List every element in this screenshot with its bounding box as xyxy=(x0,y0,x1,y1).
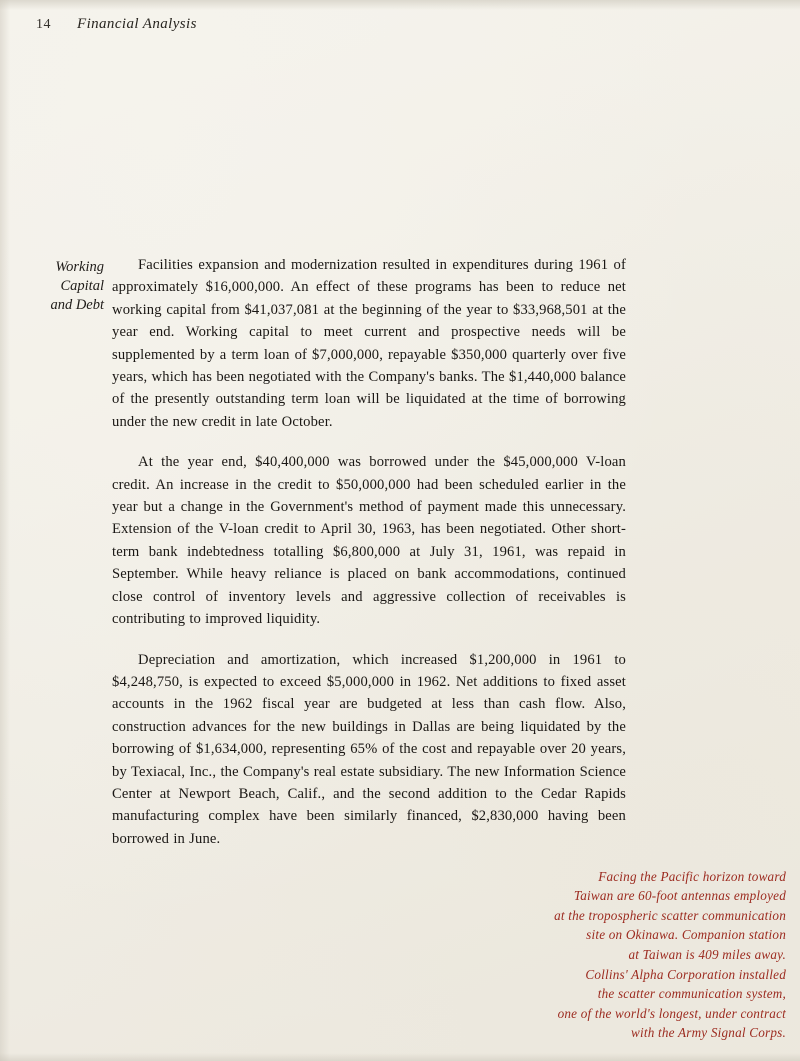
body-paragraph: Facilities expansion and modernization resulted in expenditures during 1961 of approximately $16,000,000. An effect of these programs has been to reduce net working capital from $41,037,081 at the beginning of the year to $33,968,501 at the year end. Working capital to meet current and prospective needs will be supplemented by a term loan of $7,000,000, repayable $350,000 quarterly over five years, which has been negotiated with the Company's banks. The $1,440,000 balance of the presently outstanding term loan will be liquidated at the time of borrowing under the new credit in late October. xyxy=(112,257,626,430)
caption-line: the scatter communication system, xyxy=(597,986,786,1002)
page-edge-shadow-top xyxy=(0,0,800,10)
page-number: 14 xyxy=(36,17,51,32)
photo-caption xyxy=(466,867,786,1043)
caption-line: at the tropospheric scatter communication xyxy=(554,907,786,923)
caption-line: Facing the Pacific horizon toward xyxy=(598,868,786,884)
body-paragraph: Depreciation and amortization, which increased $1,200,000 in 1961 to $4,248,750, is expected to exceed $5,000,000 in 1962. Net additions to fixed asset accounts in the 1962 fiscal year are budgeted at less than cash flow. Also, construction advances for the new buildings in Dallas are being liquidated by the borrowing of $1,634,000, representing 65% of the cost and repayable over 20 years, by Texiacal, Inc., the Company's real estate subsidiary. The new Information Science Center at Newport Beach, Calif., and the second addition to the Cedar Rapids manufacturing complex have been similarly financed, $2,830,000 having been borrowed in June. xyxy=(112,651,626,847)
marginal-heading-line-2: Capital xyxy=(60,278,104,294)
caption-line: one of the world's longest, under contract xyxy=(557,1005,786,1021)
caption-line: Taiwan are 60-foot antennas employed xyxy=(573,888,786,904)
body-text-column xyxy=(112,254,626,850)
marginal-heading xyxy=(18,258,104,315)
caption-line: site on Okinawa. Companion station xyxy=(586,927,786,943)
caption-line: Collins' Alpha Corporation installed xyxy=(585,966,786,982)
marginal-heading-line-3: and Debt xyxy=(50,297,104,313)
page-edge-shadow-left xyxy=(0,0,10,1061)
page-edge-shadow-bottom xyxy=(0,1053,800,1061)
chapter-title: Financial Analysis xyxy=(77,16,197,32)
caption-line: with the Army Signal Corps. xyxy=(631,1025,786,1041)
running-head xyxy=(36,16,197,33)
body-paragraph: At the year end, $40,400,000 was borrowed under the $45,000,000 V-loan credit. An increase in the credit to $50,000,000 had been scheduled earlier in the year but a change in the Government's method of payment made this unnecessary. Extension of the V-loan credit to April 30, 1963, has been negotiated. Other short-term bank indebtedness totalling $6,800,000 at July 31, 1961, was repaid in September. While heavy reliance is placed on bank accommodations, continued close control of inventory levels and aggressive collection of receivables is contributing to improved liquidity. xyxy=(112,454,626,628)
caption-line: at Taiwan is 409 miles away. xyxy=(628,947,786,963)
marginal-heading-line-1: Working xyxy=(55,259,104,275)
